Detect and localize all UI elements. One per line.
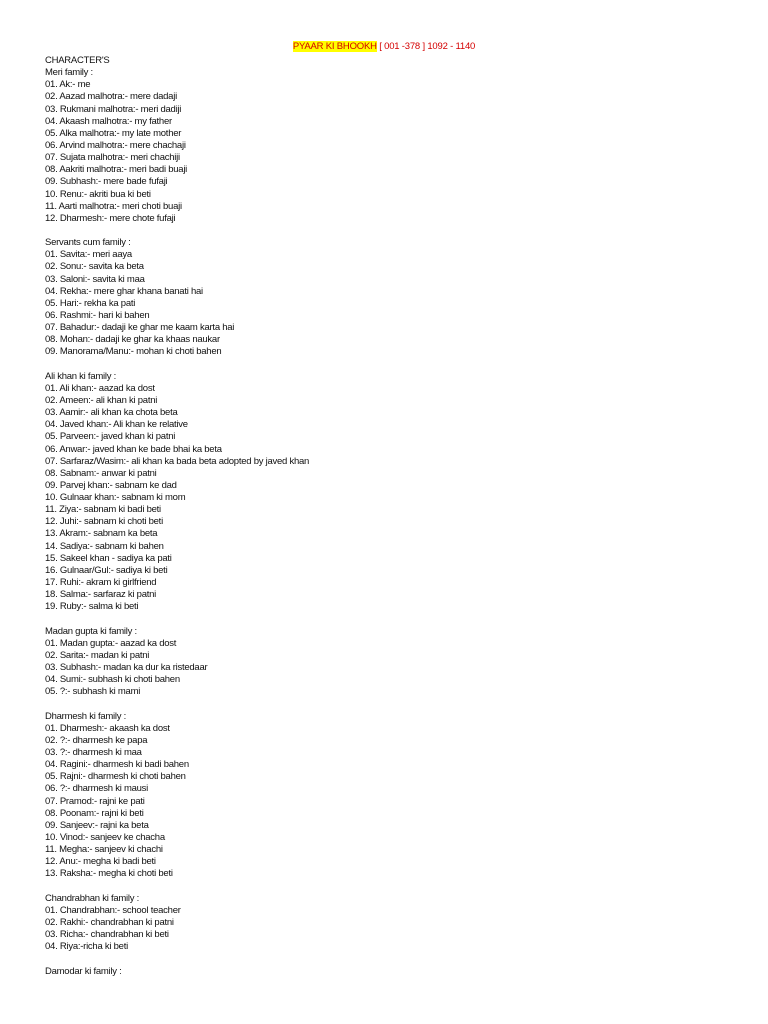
list-item: 13. Raksha:- megha ki choti beti	[45, 868, 173, 880]
family-sections	[45, 67, 735, 978]
list-item: 03. ?:- dharmesh ki maa	[45, 747, 142, 759]
list-item: 17. Ruhi:- akram ki girlfriend	[45, 577, 157, 589]
chapter-range: [ 001 -378 ] 1092 - 1140	[379, 41, 476, 52]
list-item: 12. Anu:- megha ki badi beti	[45, 856, 156, 868]
list-item: 09. Manorama/Manu:- mohan ki choti bahen	[45, 346, 222, 358]
list-item: 12. Dharmesh:- mere chote fufaji	[45, 212, 176, 224]
list-item: 11. Megha:- sanjeev ki chachi	[45, 844, 163, 856]
list-item: 02. ?:- dharmesh ke papa	[45, 734, 148, 746]
list-item: 08. Poonam:- rajni ki beti	[45, 807, 144, 819]
list-item: 07. Sujata malhotra:- meri chachiji	[45, 152, 180, 164]
section-title: Dharmesh ki family :	[45, 710, 127, 722]
family-section	[45, 966, 735, 978]
character-list	[45, 55, 735, 978]
list-item: 03. Rukmani malhotra:- meri dadiji	[45, 103, 182, 115]
section-title: Madan gupta ki family :	[45, 625, 137, 637]
list-item: 07. Bahadur:- dadaji ke ghar me kaam karta hai	[45, 322, 235, 334]
list-item: 11. Aarti malhotra:- meri choti buaji	[45, 200, 182, 212]
list-item: 08. Sabnam:- anwar ki patni	[45, 467, 157, 479]
list-item: 05. Parveen:- javed khan ki patni	[45, 431, 176, 443]
list-item: 08. Mohan:- dadaji ke ghar ka khaas naukar	[45, 334, 220, 346]
list-item: 07. Pramod:- rajni ke pati	[45, 795, 145, 807]
family-section	[45, 626, 735, 699]
list-item: 19. Ruby:- salma ki beti	[45, 601, 139, 613]
list-item: 01. Ak:- me	[45, 79, 91, 91]
list-item: 10. Gulnaar khan:- sabnam ki mom	[45, 492, 186, 504]
list-item: 09. Sanjeev:- rajni ka beta	[45, 819, 149, 831]
list-item: 06. ?:- dharmesh ki mausi	[45, 783, 149, 795]
list-item: 03. Richa:- chandrabhan ki beti	[45, 929, 169, 941]
list-item: 04. Sumi:- subhash ki choti bahen	[45, 674, 180, 686]
document-title: PYAAR KI BHOOKH	[292, 41, 377, 52]
list-item: 02. Ameen:- ali khan ki patni	[45, 394, 158, 406]
list-item: 18. Salma:- sarfaraz ki patni	[45, 589, 157, 601]
list-item: 14. Sadiya:- sabnam ki bahen	[45, 540, 164, 552]
section-title: Ali khan ki family :	[45, 370, 117, 382]
list-item: 02. Aazad malhotra:- mere dadaji	[45, 91, 177, 103]
list-item: 05. Rajni:- dharmesh ki choti bahen	[45, 771, 186, 783]
list-item: 03. Saloni:- savita ki maa	[45, 273, 145, 285]
family-section	[45, 371, 735, 614]
list-item: 15. Sakeel khan - sadiya ka pati	[45, 552, 172, 564]
list-item: 04. Javed khan:- Ali khan ke relative	[45, 419, 188, 431]
list-item: 04. Ragini:- dharmesh ki badi bahen	[45, 759, 189, 771]
list-item: 01. Ali khan:- aazad ka dost	[45, 382, 155, 394]
list-item: 16. Gulnaar/Gul:- sadiya ki beti	[45, 564, 168, 576]
list-item: 01. Savita:- meri aaya	[45, 249, 132, 261]
list-item: 04. Riya:-richa ki beti	[45, 941, 128, 953]
list-item: 13. Akram:- sabnam ka beta	[45, 528, 158, 540]
list-item: 05. ?:- subhash ki mami	[45, 686, 141, 698]
list-item: 02. Sarita:- madan ki patni	[45, 649, 150, 661]
list-item: 10. Renu:- akriti bua ki beti	[45, 188, 151, 200]
list-item: 09. Parvej khan:- sabnam ke dad	[45, 479, 177, 491]
list-item: 06. Arvind malhotra:- mere chachaji	[45, 139, 186, 151]
list-item: 02. Rakhi:- chandrabhan ki patni	[45, 916, 174, 928]
family-section	[45, 711, 735, 881]
list-item: 01. Dharmesh:- akaash ka dost	[45, 722, 170, 734]
list-item: 10. Vinod:- sanjeev ke chacha	[45, 832, 165, 843]
list-item: 01. Chandrabhan:- school teacher	[45, 904, 181, 916]
page-header	[0, 41, 768, 53]
list-item: 11. Ziya:- sabnam ki badi beti	[45, 504, 161, 516]
list-item: 08. Aakriti malhotra:- meri badi buaji	[45, 164, 188, 176]
list-item: 07. Sarfaraz/Wasim:- ali khan ka bada beta adopted by javed khan	[45, 455, 310, 467]
list-item: 03. Subhash:- madan ka dur ka ristedaar	[45, 662, 208, 674]
family-section	[45, 893, 735, 954]
list-item: 04. Rekha:- mere ghar khana banati hai	[45, 285, 203, 297]
family-section	[45, 237, 735, 358]
list-item: 06. Anwar:- javed khan ke bade bhai ka beta	[45, 443, 222, 455]
family-section	[45, 67, 735, 225]
characters-heading: CHARACTER'S	[45, 55, 110, 66]
section-title: Damodar ki family :	[45, 965, 122, 977]
list-item: 04. Akaash malhotra:- my father	[45, 115, 172, 127]
section-title: Chandrabhan ki family :	[45, 892, 140, 904]
section-title: Servants cum family :	[45, 237, 131, 249]
list-item: 05. Hari:- rekha ka pati	[45, 297, 136, 309]
list-item: 09. Subhash:- mere bade fufaji	[45, 176, 168, 188]
section-title: Meri family :	[45, 67, 93, 79]
list-item: 05. Alka malhotra:- my late mother	[45, 127, 182, 139]
list-item: 06. Rashmi:- hari ki bahen	[45, 309, 150, 321]
list-item: 03. Aamir:- ali khan ka chota beta	[45, 407, 178, 419]
list-item: 01. Madan gupta:- aazad ka dost	[45, 637, 177, 649]
list-item: 02. Sonu:- savita ka beta	[45, 261, 144, 273]
list-item: 12. Juhi:- sabnam ki choti beti	[45, 516, 163, 528]
